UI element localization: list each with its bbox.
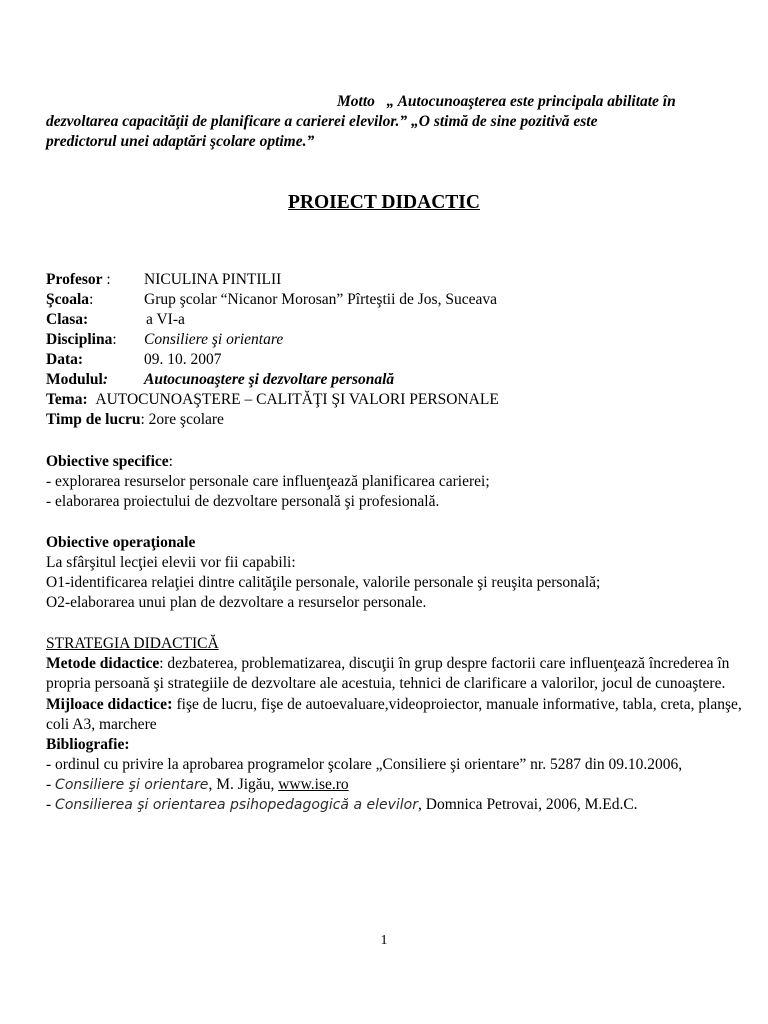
profesor-label: Profesor bbox=[46, 271, 103, 288]
info-row-timp bbox=[46, 410, 758, 430]
strategia-heading: STRATEGIA DIDACTICĂ bbox=[46, 635, 219, 652]
timp-label: Timp de lucru bbox=[46, 411, 141, 428]
motto-line-3: predictorul unei adaptări şcolare optime.” bbox=[46, 133, 315, 150]
obiective-operationale-intro: La sfârşitul lecţiei elevii vor fii capabili: bbox=[46, 554, 296, 571]
info-row-profesor bbox=[46, 270, 758, 290]
motto bbox=[46, 92, 758, 152]
disciplina-label: Disciplina bbox=[46, 331, 113, 348]
page-number: 1 bbox=[380, 933, 388, 948]
tema-value: AUTOCUNOAŞTERE – CALITĂŢI ŞI VALORI PERSONALE bbox=[95, 391, 499, 408]
info-row-modulul bbox=[46, 370, 758, 390]
profesor-value: NICULINA PINTILII bbox=[144, 271, 282, 288]
bib3-prefix: - bbox=[46, 796, 56, 813]
mijloace-label: Mijloace didactice bbox=[46, 696, 167, 713]
obiective-specifice-section bbox=[46, 452, 758, 512]
metode-text: : dezbaterea, problematizarea, discuţii în grup despre factorii care influenţează încrederea în propria persoană şi strategiile de dezvoltare ale acestuia, tehnici de clarificare a valorilor, jocul de cunoaştere. bbox=[46, 655, 730, 692]
obiective-operationale-heading: Obiective operaţionale bbox=[46, 534, 196, 551]
bibliografie-item-1: - ordinul cu privire la aprobarea programelor şcolare „Consiliere şi orientare” nr. 5287 din 09.10.2006, bbox=[46, 756, 683, 773]
motto-line-1: „ Autocunoaşterea este principala abilitate în bbox=[386, 93, 676, 110]
bib2-prefix: - bbox=[46, 776, 56, 793]
disciplina-separator: : bbox=[112, 331, 117, 348]
clasa-value: a VI-a bbox=[146, 311, 185, 328]
scoala-label: Şcoala bbox=[46, 291, 90, 308]
ise-website-link[interactable]: www.ise.ro bbox=[278, 776, 349, 793]
mijloace-text: fişe de lucru, fişe de autoevaluare,videoproiector, manuale informative, tabla, creta, planşe, coli A3, marchere bbox=[46, 696, 742, 733]
obiectiv-operational-item: O1-identificarea relaţiei dintre calităţile personale, valorile personale şi reuşita personală; bbox=[46, 574, 601, 591]
info-row-data bbox=[46, 350, 758, 370]
mijloace-paragraph bbox=[46, 694, 758, 735]
modulul-separator: : bbox=[102, 371, 109, 388]
bibliografie-label: Bibliografie: bbox=[46, 736, 130, 753]
timp-value: : 2ore şcolare bbox=[140, 411, 224, 428]
data-label: Data: bbox=[46, 351, 84, 368]
scoala-value: Grup şcolar “Nicanor Morosan” Pîrteştii de Jos, Suceava bbox=[144, 291, 497, 308]
metode-paragraph bbox=[46, 654, 758, 694]
data-value: 09. 10. 2007 bbox=[144, 351, 222, 368]
scoala-separator: : bbox=[89, 291, 94, 308]
bibliografie-item-3 bbox=[46, 795, 758, 815]
info-section bbox=[46, 270, 758, 430]
bib3-rest: , Domnica Petrovai, 2006, M.Ed.C. bbox=[418, 796, 638, 813]
bibliografie-item-2 bbox=[46, 775, 758, 795]
bib2-author: , M. Jigău, bbox=[208, 776, 279, 793]
strategia-section bbox=[46, 634, 758, 815]
obiective-specifice-heading: Obiective specifice bbox=[46, 453, 169, 470]
bib2-title: Consiliere şi orientare bbox=[55, 777, 209, 793]
info-row-disciplina bbox=[46, 330, 758, 350]
info-row-tema bbox=[46, 390, 758, 410]
clasa-label: Clasa: bbox=[46, 311, 89, 328]
bib3-title: Consilierea şi orientarea psihopedagogică a elevilor bbox=[55, 797, 418, 813]
modulul-value: Autocunoaştere şi dezvoltare personală bbox=[144, 371, 395, 388]
motto-label: Motto bbox=[337, 93, 375, 110]
info-row-clasa bbox=[46, 310, 758, 330]
mijloace-separator: : bbox=[166, 694, 173, 713]
modulul-label: Modulul bbox=[46, 371, 103, 388]
profesor-separator: : bbox=[102, 271, 111, 288]
obiective-operationale-section bbox=[46, 533, 758, 613]
document-title: PROIECT DIDACTIC bbox=[288, 192, 480, 213]
info-row-scoala bbox=[46, 290, 758, 310]
obiectiv-specific-item: - elaborarea proiectului de dezvoltare personală şi profesională. bbox=[46, 493, 440, 510]
obiectiv-specific-item: - explorarea resurselor personale care influenţează planificarea carierei; bbox=[46, 473, 490, 490]
obiective-specifice-separator: : bbox=[168, 453, 173, 470]
disciplina-value: Consiliere şi orientare bbox=[144, 331, 284, 348]
motto-line-2: dezvoltarea capacităţii de planificare a carierei elevilor.” „O stimă de sine pozitivă este bbox=[46, 113, 598, 130]
tema-label: Tema: bbox=[46, 391, 88, 408]
obiectiv-operational-item: O2-elaborarea unui plan de dezvoltare a resurselor personale. bbox=[46, 594, 427, 611]
metode-label: Metode didactice bbox=[46, 655, 160, 672]
